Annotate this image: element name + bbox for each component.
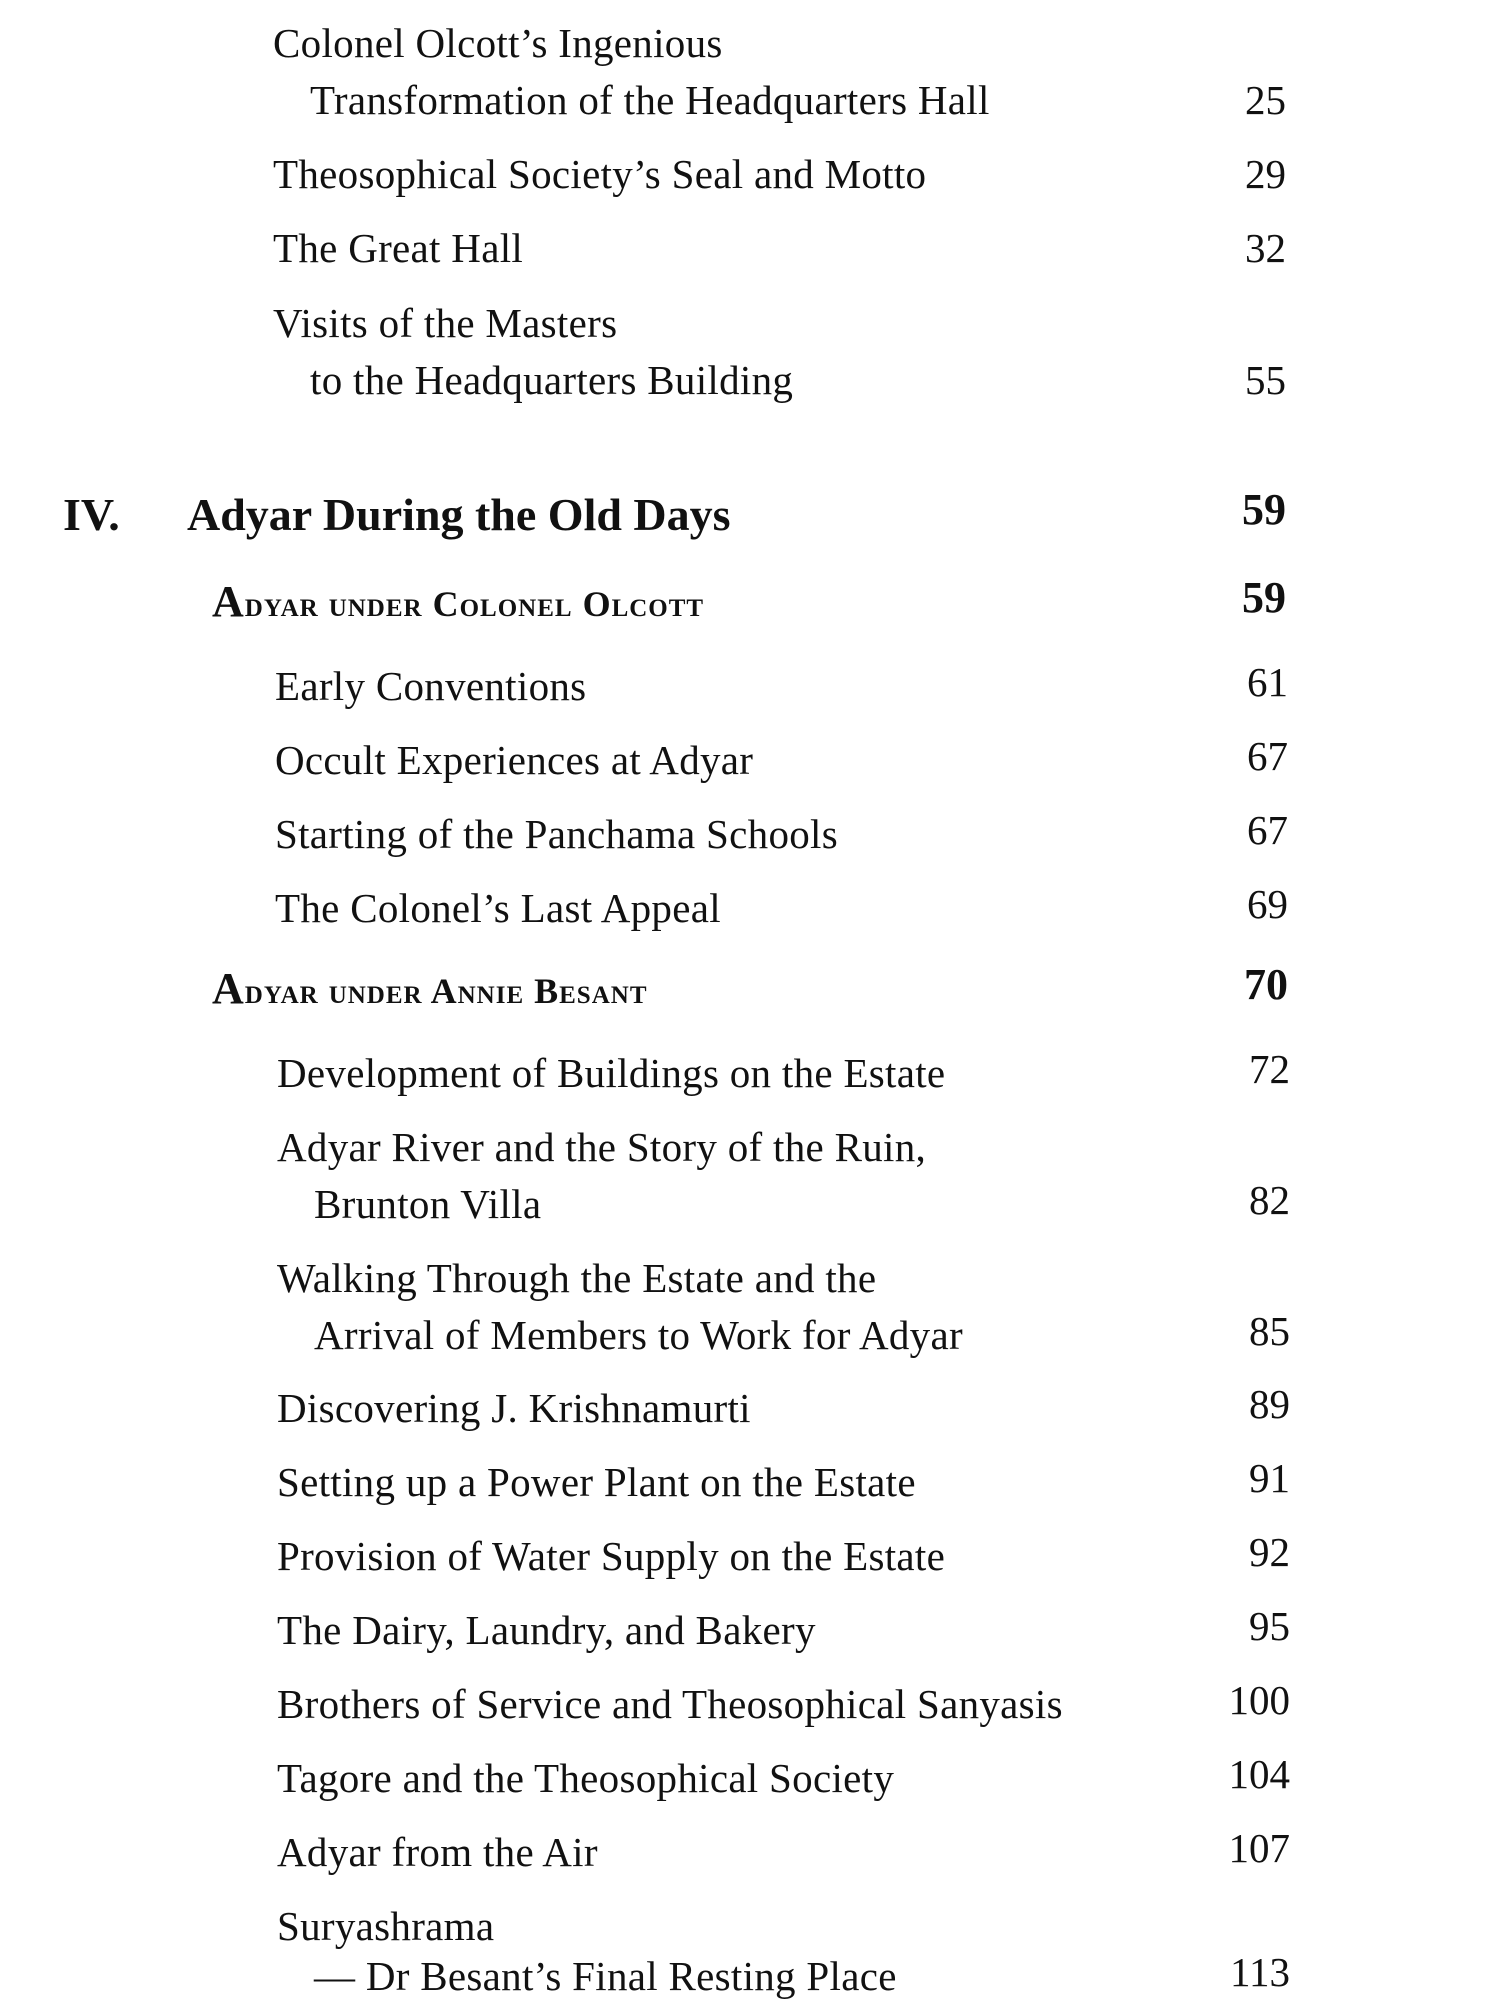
toc-entry-title: Theosophical Society’s Seal and Motto [273, 151, 927, 197]
section-page: 70 [1244, 960, 1288, 1009]
toc-entry-page: 55 [1245, 357, 1286, 403]
section-title: Adyar under Colonel Olcott [212, 577, 705, 626]
toc-entry-page: 113 [1230, 1949, 1290, 1995]
toc-entry-page: 91 [1249, 1455, 1290, 1501]
toc-entry-title: Occult Experiences at Adyar [275, 737, 754, 783]
section-page: 59 [1242, 573, 1286, 622]
toc-entry-title: Provision of Water Supply on the Estate [277, 1533, 946, 1579]
chapter-title: Adyar During the Old Days [187, 489, 731, 540]
toc-entry-title: Adyar River and the Story of the Ruin, [277, 1124, 927, 1170]
toc-entry-title: Tagore and the Theosophical Society [277, 1755, 895, 1801]
toc-entry-page: 100 [1228, 1677, 1290, 1723]
toc-entry-page: 61 [1247, 659, 1288, 705]
toc-entry-title: The Dairy, Laundry, and Bakery [277, 1607, 816, 1653]
toc-entry-title: Starting of the Panchama Schools [275, 811, 838, 857]
toc-entry-title: Setting up a Power Plant on the Estate [277, 1459, 916, 1505]
toc-entry-title-continued: Brunton Villa [314, 1181, 542, 1227]
toc-entry-title: Adyar from the Air [277, 1829, 598, 1875]
toc-entry-page: 89 [1249, 1381, 1290, 1427]
toc-entry-page: 67 [1247, 807, 1288, 853]
toc-entry-title-continued: Transformation of the Headquarters Hall [310, 77, 990, 123]
toc-entry-title: The Colonel’s Last Appeal [275, 885, 721, 931]
toc-entry-title-continued: to the Headquarters Building [310, 357, 794, 403]
toc-entry-page: 92 [1249, 1529, 1290, 1575]
toc-entry-title: Visits of the Masters [273, 300, 618, 346]
toc-entry-page: 107 [1228, 1825, 1290, 1871]
chapter-page: 59 [1242, 485, 1286, 534]
toc-entry-title: Early Conventions [275, 663, 587, 709]
toc-entry-page: 82 [1249, 1177, 1290, 1223]
toc-entry-title: Brothers of Service and Theosophical Sanyasis [277, 1681, 1063, 1727]
toc-entry-page: 67 [1247, 733, 1288, 779]
toc-entry-page: 85 [1249, 1308, 1290, 1354]
chapter-number: IV. [63, 489, 120, 540]
toc-entry-page: 104 [1228, 1751, 1290, 1797]
toc-entry-page: 69 [1247, 881, 1288, 927]
section-title: Adyar under Annie Besant [212, 964, 648, 1013]
toc-entry-title: Walking Through the Estate and the [277, 1255, 877, 1301]
toc-entry-title-continued: Arrival of Members to Work for Adyar [314, 1312, 963, 1358]
toc-entry-title-continued: — Dr Besant’s Final Resting Place [314, 1953, 897, 1999]
toc-entry-page: 25 [1245, 77, 1286, 123]
toc-entry-title: Development of Buildings on the Estate [277, 1050, 946, 1096]
toc-entry-page: 95 [1249, 1603, 1290, 1649]
toc-entry-page: 29 [1245, 151, 1286, 197]
toc-entry-title: The Great Hall [273, 225, 524, 271]
toc-entry-title: Suryashrama [277, 1903, 495, 1949]
toc-entry-page: 32 [1245, 225, 1286, 271]
toc-entry-page: 72 [1249, 1046, 1290, 1092]
toc-entry-title: Colonel Olcott’s Ingenious [273, 20, 723, 66]
toc-entry-title: Discovering J. Krishnamurti [277, 1385, 751, 1431]
